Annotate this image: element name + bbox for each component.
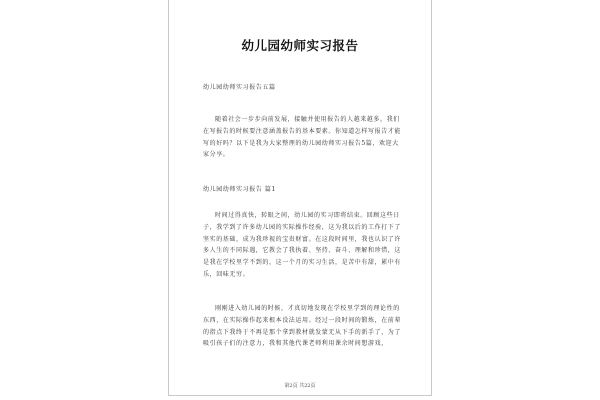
subheading-report-collection: 幼儿园幼师实习报告五篇	[203, 84, 276, 91]
page-number: 第2页 共22页	[284, 383, 316, 389]
subheading-report-1: 幼儿园幼师实习报告 篇1	[203, 186, 276, 193]
page-title: 幼儿园幼师实习报告	[241, 38, 359, 53]
document-page	[168, 0, 432, 396]
intro-paragraph: 随着社会一步步向前发展，接触并使用报告的人越来越多，我们在写报告的时候要注意涵盖报告的基本要素。你知道怎样写报告才能写的好吗？以下是我为大家整理的幼儿园幼师实习报告5篇，欢迎大家分享。	[203, 116, 402, 159]
body-paragraph-2: 刚刚进入幼儿园的时候，才真切地发现在学校里学到的理论性的东西，在实际操作起来根本没法运用。经过一段时间的锻炼，在前辈的指点下我终于不再是那个拿到教材就发蒙无从下手的新手了，为了吸引孩子们的注意力，我和其他代课老师利用课余时间想游戏，	[203, 305, 402, 348]
body-paragraph-1: 时间过得真快，转眼之间，幼儿园的实习即将结束。回顾这些日子，我学到了许多幼儿园的实际操作经验，这为我以后的工作打下了坚实的基础，成为我珍视的宝贵财富。在这段时间里，我也认识了许多人生的不同际遇，它教会了我执着、坚持、奋斗、理解和珍惜，这是我在学校里学不到的，这一个月的实习生活，是苦中有甜，累中有乐，回味无穷。	[203, 212, 402, 278]
